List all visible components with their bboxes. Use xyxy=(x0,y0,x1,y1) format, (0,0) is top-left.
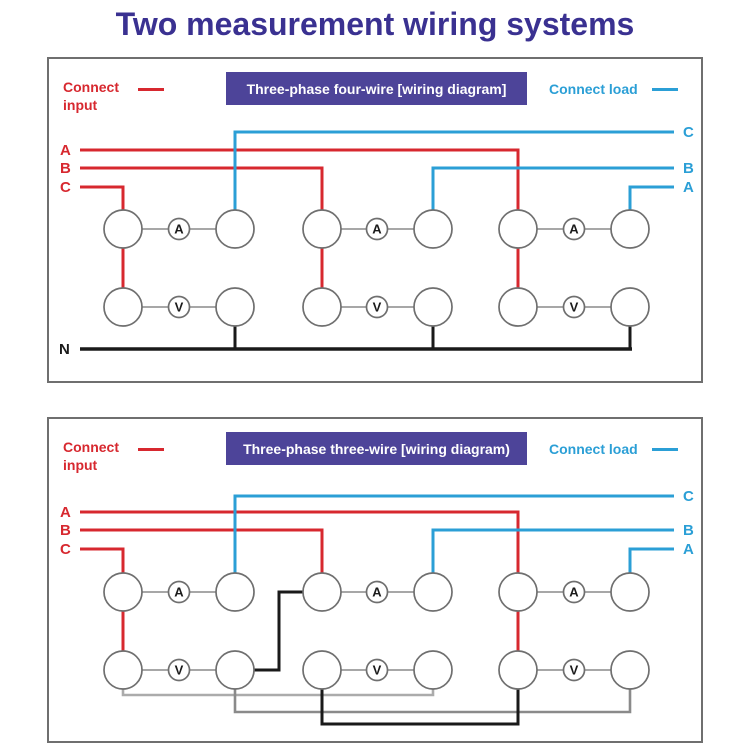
terminal-circle xyxy=(414,288,452,326)
four-wire-diagram xyxy=(49,59,701,381)
neutral-label: N xyxy=(59,341,70,358)
panel-title: Three-phase three-wire [wiring diagram) xyxy=(243,440,510,457)
terminal-circle xyxy=(611,210,649,248)
phase-b-load-wire xyxy=(433,168,674,210)
terminal-circle xyxy=(303,573,341,611)
load-phase-c-label: C xyxy=(683,124,694,141)
input-phase-b-label: B xyxy=(60,160,71,177)
phase-c-input-wire xyxy=(80,549,123,573)
phase-a-input-wire xyxy=(80,512,518,573)
cross-connect-wire xyxy=(254,592,303,670)
terminal-circle xyxy=(611,573,649,611)
connect-input-line1: Connect xyxy=(63,439,119,455)
terminal-circle xyxy=(303,651,341,689)
terminal-circle xyxy=(303,210,341,248)
terminal-circle xyxy=(104,288,142,326)
terminal-circle xyxy=(216,288,254,326)
voltmeter-label: V xyxy=(174,299,184,315)
voltmeter-label: V xyxy=(372,662,382,678)
connect-input-line1: Connect xyxy=(63,79,119,95)
terminal-circle xyxy=(414,573,452,611)
phase-c-load-wire xyxy=(235,496,674,573)
phase-c-input-wire xyxy=(80,187,123,210)
terminal-circle xyxy=(611,288,649,326)
panel-three-phase-three-wire xyxy=(47,417,703,743)
terminal-circle xyxy=(104,573,142,611)
input-phase-c-label: C xyxy=(60,541,71,558)
three-wire-diagram xyxy=(49,419,701,741)
load-phase-a-label: A xyxy=(683,179,694,196)
terminal-circle xyxy=(216,651,254,689)
phase-a-load-wire xyxy=(630,549,674,573)
ammeter-label: A xyxy=(372,584,382,600)
voltmeter-label: V xyxy=(569,299,579,315)
terminal-circle xyxy=(414,210,452,248)
load-phase-b-label: B xyxy=(683,160,694,177)
terminal-circle xyxy=(104,651,142,689)
input-phase-a-label: A xyxy=(60,504,71,521)
ammeter-label: A xyxy=(174,584,184,600)
voltage-link-wire-light xyxy=(123,689,433,695)
ammeter-label: A xyxy=(569,221,579,237)
terminal-circle xyxy=(216,573,254,611)
load-phase-b-label: B xyxy=(683,522,694,539)
voltmeter-label: V xyxy=(372,299,382,315)
connect-input-line2: input xyxy=(63,456,98,473)
terminal-circle xyxy=(499,573,537,611)
panel-title: Three-phase four-wire [wiring diagram] xyxy=(246,80,507,97)
terminal-circle xyxy=(414,651,452,689)
phase-a-input-wire xyxy=(80,150,518,210)
page-title: Two measurement wiring systems xyxy=(115,6,635,42)
ammeter-label: A xyxy=(174,221,184,237)
connect-load-label: Connect load xyxy=(549,441,638,457)
terminal-circle xyxy=(104,210,142,248)
panel-three-phase-four-wire xyxy=(47,57,703,383)
terminal-circle xyxy=(611,651,649,689)
phase-c-load-wire xyxy=(235,132,674,210)
input-phase-c-label: C xyxy=(60,179,71,196)
input-phase-b-label: B xyxy=(60,522,71,539)
phase-b-input-wire xyxy=(80,530,322,573)
terminal-circle xyxy=(303,288,341,326)
terminal-circle xyxy=(216,210,254,248)
terminal-circle xyxy=(499,651,537,689)
terminal-circle xyxy=(499,210,537,248)
phase-b-input-wire xyxy=(80,168,322,210)
load-phase-a-label: A xyxy=(683,541,694,558)
voltmeter-label: V xyxy=(174,662,184,678)
ammeter-label: A xyxy=(372,221,382,237)
terminal-circle xyxy=(499,288,537,326)
voltmeter-label: V xyxy=(569,662,579,678)
phase-b-load-wire xyxy=(433,530,674,573)
ammeter-label: A xyxy=(569,584,579,600)
input-phase-a-label: A xyxy=(60,142,71,159)
phase-a-load-wire xyxy=(630,187,674,210)
connect-input-line2: input xyxy=(63,96,98,113)
load-phase-c-label: C xyxy=(683,488,694,505)
connect-load-label: Connect load xyxy=(549,81,638,97)
